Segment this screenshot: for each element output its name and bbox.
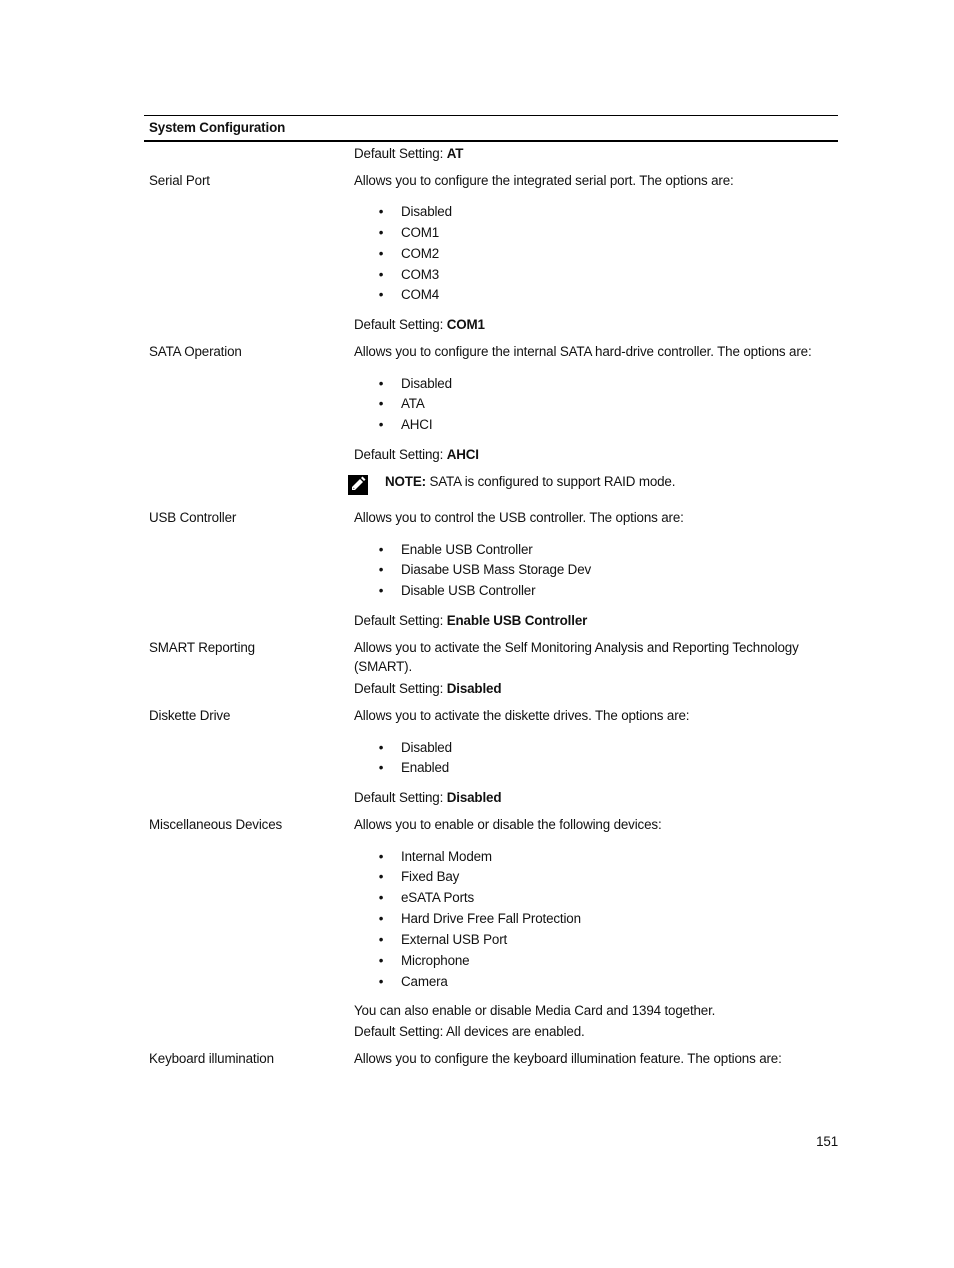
list-item: eSATA Ports bbox=[401, 890, 475, 905]
bullet-dot: • bbox=[378, 287, 384, 302]
row-description: Allows you to configure the keyboard illumination feature. The options are: bbox=[354, 1051, 782, 1066]
bullet-dot: • bbox=[378, 583, 384, 598]
bullet-dot: • bbox=[378, 849, 384, 864]
row-label: SMART Reporting bbox=[149, 640, 255, 655]
row-description: Allows you to enable or disable the following devices: bbox=[354, 817, 662, 832]
row-label: SATA Operation bbox=[149, 344, 242, 359]
bullet-dot: • bbox=[378, 911, 384, 926]
list-item: Disabled bbox=[401, 376, 452, 391]
list-item: Enabled bbox=[401, 760, 450, 775]
bullet-dot: • bbox=[378, 740, 384, 755]
list-item: COM3 bbox=[401, 267, 440, 282]
bullet-dot: • bbox=[378, 225, 384, 240]
row-label: Keyboard illumination bbox=[149, 1051, 274, 1066]
default-setting: Default Setting: Disabled bbox=[354, 790, 502, 805]
bullet-dot: • bbox=[378, 542, 384, 557]
row-description: Allows you to configure the integrated serial port. The options are: bbox=[354, 173, 734, 188]
default-setting: Default Setting: AHCI bbox=[354, 447, 479, 462]
bullet-dot: • bbox=[378, 267, 384, 282]
bullet-dot: • bbox=[378, 376, 384, 391]
bullet-dot: • bbox=[378, 953, 384, 968]
list-item: Disabled bbox=[401, 740, 452, 755]
list-item: Internal Modem bbox=[401, 849, 492, 864]
list-item: Disable USB Controller bbox=[401, 583, 536, 598]
bullet-dot: • bbox=[378, 932, 384, 947]
list-item: Camera bbox=[401, 974, 448, 989]
bullet-dot: • bbox=[378, 246, 384, 261]
list-item: Microphone bbox=[401, 953, 470, 968]
bullet-dot: • bbox=[378, 974, 384, 989]
row-label: Diskette Drive bbox=[149, 708, 231, 723]
list-item: External USB Port bbox=[401, 932, 508, 947]
default-setting: Default Setting: AT bbox=[354, 146, 464, 161]
bullet-dot: • bbox=[378, 760, 384, 775]
list-item: COM4 bbox=[401, 287, 440, 302]
table-top-rule bbox=[144, 115, 838, 116]
bullet-dot: • bbox=[378, 396, 384, 411]
list-item: AHCI bbox=[401, 417, 433, 432]
list-item: Fixed Bay bbox=[401, 869, 460, 884]
list-item: ATA bbox=[401, 396, 425, 411]
bullet-dot: • bbox=[378, 417, 384, 432]
row-description: Allows you to activate the Self Monitoring Analysis and Reporting Technology bbox=[354, 640, 799, 655]
default-setting: Default Setting: Disabled bbox=[354, 681, 502, 696]
row-extra-text: You can also enable or disable Media Card and 1394 together. bbox=[354, 1003, 716, 1018]
note-text: NOTE: SATA is configured to support RAID mode. bbox=[385, 474, 676, 489]
default-setting: Default Setting: All devices are enabled. bbox=[354, 1024, 585, 1039]
default-setting: Default Setting: COM1 bbox=[354, 317, 485, 332]
table-header-rule bbox=[144, 140, 838, 142]
row-description: Allows you to activate the diskette drives. The options are: bbox=[354, 708, 690, 723]
bullet-dot: • bbox=[378, 869, 384, 884]
default-setting: Default Setting: Enable USB Controller bbox=[354, 613, 588, 628]
page-number: 151 bbox=[816, 1134, 838, 1149]
row-description: Allows you to control the USB controller. The options are: bbox=[354, 510, 684, 525]
row-label: USB Controller bbox=[149, 510, 237, 525]
list-item: COM1 bbox=[401, 225, 440, 240]
bullet-dot: • bbox=[378, 204, 384, 219]
list-item: Diasabe USB Mass Storage Dev bbox=[401, 562, 592, 577]
row-label: Miscellaneous Devices bbox=[149, 817, 283, 832]
list-item: Disabled bbox=[401, 204, 452, 219]
table-header: System Configuration bbox=[149, 120, 286, 135]
list-item: Enable USB Controller bbox=[401, 542, 533, 557]
list-item: Hard Drive Free Fall Protection bbox=[401, 911, 581, 926]
pencil-note-icon bbox=[347, 474, 369, 496]
bullet-dot: • bbox=[378, 890, 384, 905]
list-item: COM2 bbox=[401, 246, 440, 261]
bullet-dot: • bbox=[378, 562, 384, 577]
row-description: Allows you to configure the internal SATA hard-drive controller. The options are: bbox=[354, 344, 812, 359]
row-label: Serial Port bbox=[149, 173, 210, 188]
row-description: (SMART). bbox=[354, 659, 413, 674]
